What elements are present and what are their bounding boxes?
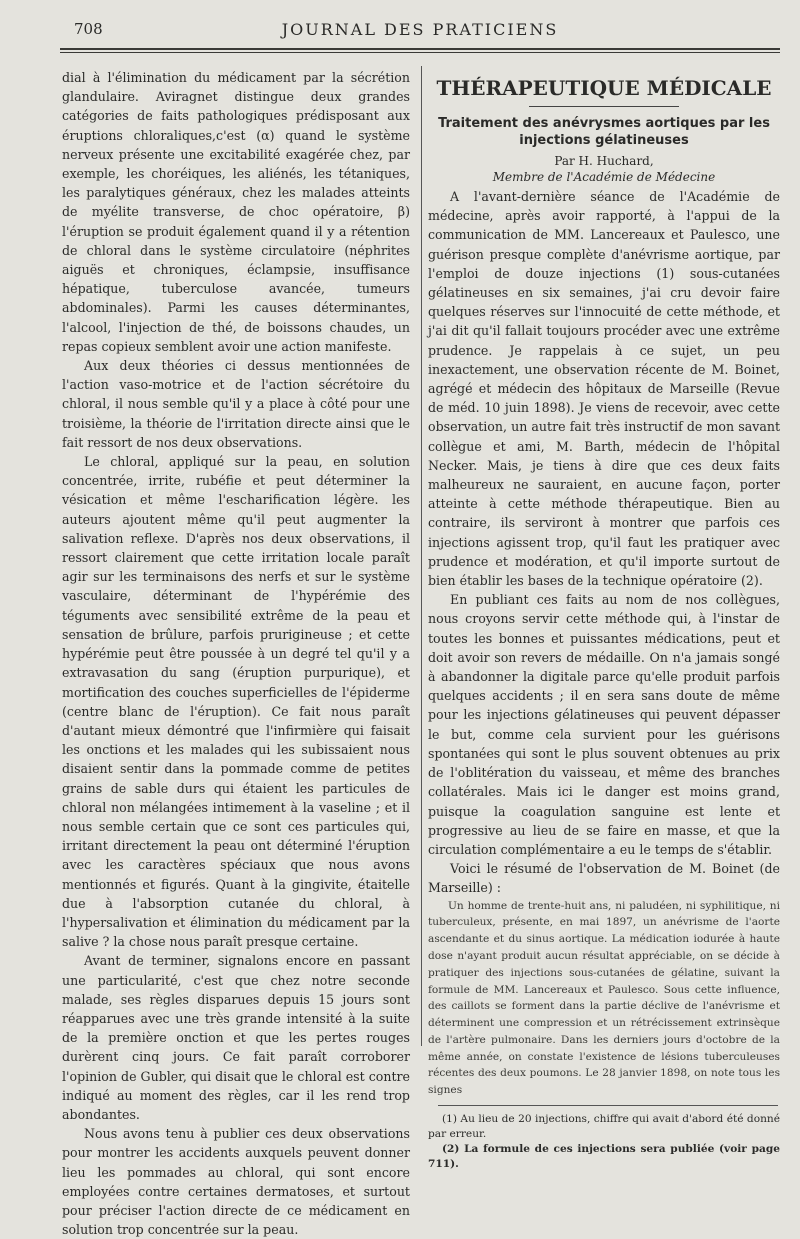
running-title: JOURNAL DES PRATICIENS <box>281 20 559 39</box>
observation-summary <box>428 898 780 1100</box>
right-column <box>428 68 780 1172</box>
left-paragraph: Nous avons tenu à publier ces deux observations pour montrer les accidents auxquels peuvent donner lieu les pommades au chloral, qui sont encore employées contre certaines dermatoses, et surtout pour préciser l'action directe de ce médicament en solution trop concentrée sur la peau. <box>62 1126 410 1238</box>
right-paragraph: En publiant ces faits au nom de nos collègues, nous croyons servir cette méthode qui, à l'instar de toutes les bonnes et puissantes médications, peut et doit avoir son revers de médaille. On n'a jamais songé à abandonner la digitale parce qu'elle produit parfois quelques accidents ; il en sera sans doute de même pour les injections gélatineuses qui peuvent dépasser le but, comme cela survient pour les guérisons spontanées qui sont le plus souvent obtenues au prix de l'oblitération du vaisseau, et même des branches collatérales. Mais ici le danger est moins grand, puisque la coagulation sanguine est lente et progressive au lieu de se faire en masse, et que la circulation complémentaire a eu le temps de s'établir. <box>428 592 780 857</box>
left-column <box>62 68 410 1239</box>
column-divider <box>421 66 422 1046</box>
left-paragraph: Aux deux théories ci dessus mentionnées de l'action vaso-motrice et de l'action sécrétoire du chloral, il nous semble qu'il y a place à côté pour une troisième, la théorie de l'irritation directe ainsi que le fait ressort de nos deux observations. <box>62 358 410 450</box>
observation-text: Un homme de trente-huit ans, ni paludéen, ni syphilitique, ni tuberculeux, présente, en mai 1897, un anévrisme de l'aorte ascendante et du sinus aortique. La médication iodurée à haute dose n'ayant produit aucun résultat appréciable, on se décide à pratiquer des injections sous-cutanées de gélatine, suivant la formule de MM. Lancereaux et Paulesco. Sous cette influence, des caillots se forment dans la partie déclive de l'anévrisme et déterminent une compression et un rétrécissement extrinsèque de l'artère pulmonaire. Dans les derniers jours d'octobre de la même année, on constate l'existence de lésions tuberculeuses récentes des deux poumons. Le 28 janvier 1898, on note tous les signes <box>428 899 780 1097</box>
footnote-1: (1) Au lieu de 20 injections, chiffre qui avait d'abord été donné par erreur. <box>428 1113 780 1141</box>
section-title-rule <box>529 106 679 107</box>
header-rule <box>60 48 780 50</box>
footnote-2: (2) La formule de ces injections sera publiée (voir page 711). <box>428 1143 780 1171</box>
page-number: 708 <box>74 20 103 38</box>
header-rule-thin <box>60 52 780 53</box>
right-paragraph: A l'avant-dernière séance de l'Académie de médecine, après avoir rapporté, à l'appui de la communication de MM. Lancereaux et Paulesco, une guérison presque complète d'anévrisme aortique, par l'emploi de douze injections (1) sous-cutanées gélatineuses en six semaines, j'ai cru devoir faire quelques réserves sur l'innocuité de cette méthode, et j'ai dit qu'il fallait toujours procéder avec une extrême prudence. Je rappelais à ce sujet, un peu inexactement, une observation récente de M. Boinet, agrégé et médecin des hôpitaux de Marseille (Revue de méd. 10 juin 1898). Je viens de recevoir, avec cette observation, un autre fait très instructif de mon savant collègue et ami, M. Barth, médecin de l'hôpital Necker. Mais, je tiens à dire que ces deux faits malheureux ne sauraient, en aucune façon, porter atteinte à cette méthode thérapeutique. Bien au contraire, ils serviront à montrer que parfois ces injections agissent trop, qu'il faut les pratiquer avec prudence et modération, et qu'il importe surtout de bien établir les bases de la technique opératoire (2). <box>428 189 780 589</box>
section-title: THÉRAPEUTIQUE MÉDICALE <box>436 76 772 100</box>
page-header <box>60 20 780 46</box>
footnote-rule <box>438 1105 778 1106</box>
article-byline: Par H. Huchard, <box>554 154 654 168</box>
footnotes <box>428 1112 780 1172</box>
article-title: Traitement des anévrysmes aortiques par les injections gélatineuses <box>438 116 770 148</box>
author-affiliation: Membre de l'Académie de Médecine <box>492 170 716 184</box>
left-paragraph: dial à l'élimination du médicament par la sécrétion glandulaire. Aviragnet distingue deux grandes catégories de faits pathologiques prédisposant aux éruptions chloraliques,c'est (α) quand le système nerveux présente une excitabilité exagérée chez, par exemple, les choréiques, les aliénés, les tétaniques, les paralytiques généraux, chez les malades atteints de myélite transverse, de choc opératoire, β) l'éruption se produit également quand il y a rétention de chloral dans le système circulatoire (néphrites aiguës et chroniques, éclampsie, insuffisance hépatique, tuberculose avancée, tumeurs abdominales). Parmi les causes déterminantes, l'alcool, l'injection de thé, de boissons chaudes, un repas copieux semblent avoir une action manifeste. <box>62 70 410 354</box>
left-paragraph: Avant de terminer, signalons encore en passant une particularité, c'est que chez notre seconde malade, ses règles disparues depuis 15 jours sont réapparues avec une très grande intensité à la suite de la première onction et que les pertes rouges durèrent cinq jours. Ce fait paraît corroborer l'opinion de Gubler, qui disait que le chloral est contre indiqué au moment des règles, car il les rend trop abondantes. <box>62 953 410 1122</box>
right-paragraph: Voici le résumé de l'observation de M. Boinet (de Marseille) : <box>428 861 780 896</box>
left-paragraph: Le chloral, appliqué sur la peau, en solution concentrée, irrite, rubéfie et peut déterminer la vésication et même l'escharification légère. les auteurs ajoutent même qu'il peut augmenter la salivation reflexe. D'après nos deux observations, il ressort clairement que cette irritation locale paraît agir sur les terminaisons des nerfs et sur le système vasculaire, déterminant de l'hypérémie des téguments avec sensibilité extrême de la peau et sensation de brûlure, parfois prurigineuse ; et cette hypérémie peut être poussée à un degré tel qu'il y a extravasation du sang (éruption purpurique), et mortification des couches superficielles de l'épiderme (centre blanc de l'éruption). Ce fait nous paraît d'autant mieux démontré que l'infirmière qui faisait les onctions et les malades qui les subissaient nous disaient sentir dans la pommade comme de petites grains de sable durs qui étaient les particules de chloral non mélangées intimement à la vaseline ; et il nous semble certain que ce sont ces particules qui, irritant directement la peau ont déterminé l'éruption avec les caractères spéciaux que nous avons mentionnés et figurés. Quant à la gingivite, étaitelle due à l'absorption cutanée du chloral, à l'hypersalivation et élimination du médicament par la salive ? la chose nous paraît presque certaine. <box>62 454 410 950</box>
